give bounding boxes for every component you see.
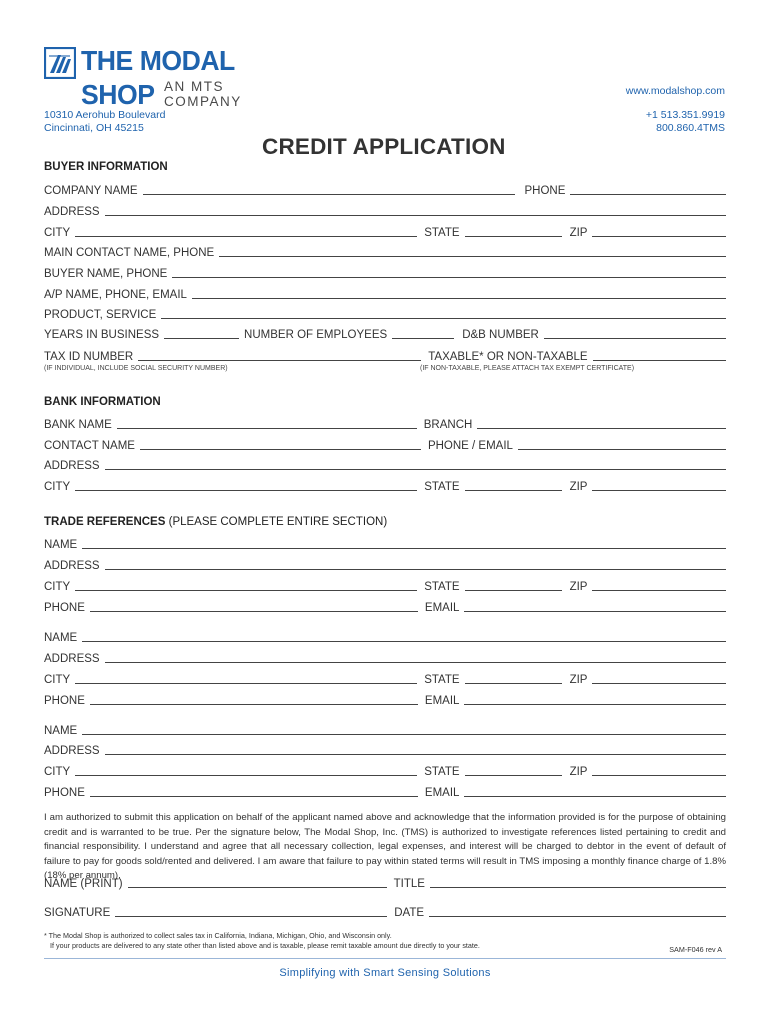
phone-number-1: +1 513.351.9919 <box>645 109 725 121</box>
ref3-phone-row <box>44 784 726 800</box>
taxable-note: (IF NON-TAXABLE, PLEASE ATTACH TAX EXEMPT CERTIFICATE) <box>420 365 635 372</box>
ap-name-row <box>44 286 726 302</box>
title-label: TITLE <box>393 878 425 890</box>
ref2-name-row <box>44 629 726 645</box>
modal-shop-logo-icon <box>44 47 76 79</box>
ap-name-label: A/P NAME, PHONE, EMAIL <box>44 289 187 301</box>
zip-label: ZIP <box>569 227 588 239</box>
bank-contact-field[interactable] <box>140 449 421 450</box>
bank-heading: BANK INFORMATION <box>44 396 161 408</box>
ref1-email-field[interactable] <box>464 611 726 612</box>
ref2-phone-field[interactable] <box>90 704 418 705</box>
trade-heading <box>44 516 387 528</box>
dnb-label: D&B NUMBER <box>462 329 539 341</box>
ref3-address-label: ADDRESS <box>44 745 100 757</box>
bank-city-label: CITY <box>44 481 71 493</box>
buyer-address-row <box>44 203 726 219</box>
ref1-address-row <box>44 557 726 573</box>
ref2-zip-field[interactable] <box>592 683 726 684</box>
bank-name-field[interactable] <box>117 428 417 429</box>
ref3-name-label: NAME <box>44 725 78 737</box>
brand-subtitle: AN MTS COMPANY <box>164 79 242 109</box>
company-name-label: COMPANY NAME <box>44 185 138 197</box>
address-line2: Cincinnati, OH 45215 <box>44 122 144 134</box>
ref3-email-field[interactable] <box>464 796 726 797</box>
bank-zip-label: ZIP <box>569 481 588 493</box>
ref3-phone-field[interactable] <box>90 796 418 797</box>
ref1-phone-row <box>44 599 726 615</box>
employees-label: NUMBER OF EMPLOYEES <box>244 329 388 341</box>
page-title: CREDIT APPLICATION <box>262 134 506 159</box>
buyer-heading: BUYER INFORMATION <box>44 161 168 173</box>
ref3-city-row <box>44 763 726 779</box>
bank-phone-email-label: PHONE / EMAIL <box>427 440 513 452</box>
tax-id-label: TAX ID NUMBER <box>44 351 134 363</box>
ref1-name-field[interactable] <box>82 548 726 549</box>
bank-contact-label: CONTACT NAME <box>44 440 135 452</box>
ref3-address-field[interactable] <box>105 754 726 755</box>
ref2-email-label: EMAIL <box>424 695 460 707</box>
website[interactable]: www.modalshop.com <box>625 85 725 97</box>
ref3-state-label: STATE <box>424 766 460 778</box>
product-label: PRODUCT, SERVICE <box>44 309 157 321</box>
bank-contact-row <box>44 437 726 453</box>
name-print-field[interactable] <box>128 887 387 888</box>
ref1-phone-field[interactable] <box>90 611 418 612</box>
footer-divider <box>44 958 726 959</box>
ref1-zip-label: ZIP <box>569 581 588 593</box>
bank-city-field[interactable] <box>75 490 417 491</box>
ref1-name-row <box>44 536 726 552</box>
bank-name-label: BANK NAME <box>44 419 112 431</box>
trade-heading-title: TRADE REFERENCES <box>44 516 166 528</box>
phone-number-2: 800.860.4TMS <box>656 122 725 134</box>
state-label: STATE <box>424 227 460 239</box>
main-contact-field[interactable] <box>219 256 726 257</box>
ref1-phone-label: PHONE <box>44 602 85 614</box>
ref3-state-field[interactable] <box>465 775 562 776</box>
ref2-zip-label: ZIP <box>569 674 588 686</box>
authorization-text: I am authorized to submit this application on behalf of the applicant named above and acknowledge that the information provided is for the purpose of obtaining credit and is warranted to be true. Per the signature below, The Modal Shop, Inc. (TMS) is authorized to investigate references listed pertaining to credit and financial responsibility. I understand and agree that all necessary collection, legal expenses, and interest will be charged to debtor in the event of default of failure to pay for goods sold/rented and delivered. I am aware that failure to pay within stated terms will result in TMS imposing a monthly finance charge of 1.8% (18% per annum). <box>44 812 726 881</box>
phone-field[interactable] <box>570 194 726 195</box>
product-row <box>44 306 726 322</box>
bank-state-label: STATE <box>424 481 460 493</box>
ref2-city-row <box>44 671 726 687</box>
tax-id-note: (IF INDIVIDUAL, INCLUDE SOCIAL SECURITY NUMBER) <box>44 365 228 372</box>
tagline: Simplifying with Smart Sensing Solutions <box>279 967 491 979</box>
bank-state-field[interactable] <box>465 490 562 491</box>
ref2-name-label: NAME <box>44 632 78 644</box>
buyer-name-row <box>44 265 726 281</box>
buyer-name-label: BUYER NAME, PHONE <box>44 268 168 280</box>
ref3-city-label: CITY <box>44 766 71 778</box>
branch-label: BRANCH <box>423 419 473 431</box>
main-contact-row <box>44 244 726 260</box>
main-contact-label: MAIN CONTACT NAME, PHONE <box>44 247 215 259</box>
footnote-2: If your products are delivered to any state other than listed above and is taxable, please remit taxable amount due directly to your state. <box>50 941 480 950</box>
address-line1: 10310 Aerohub Boulevard <box>44 109 166 121</box>
tax-id-field[interactable] <box>138 360 421 361</box>
ref1-zip-field[interactable] <box>592 590 726 591</box>
ap-name-field[interactable] <box>192 298 726 299</box>
ref3-zip-label: ZIP <box>569 766 588 778</box>
zip-field[interactable] <box>592 236 726 237</box>
address-label: ADDRESS <box>44 206 100 218</box>
ref3-name-field[interactable] <box>82 734 726 735</box>
years-field[interactable] <box>164 338 239 339</box>
ref2-state-label: STATE <box>424 674 460 686</box>
employees-field[interactable] <box>392 338 454 339</box>
name-print-label: NAME (PRINT) <box>44 878 123 890</box>
ref2-city-label: CITY <box>44 674 71 686</box>
bank-address-row <box>44 457 726 473</box>
name-title-row <box>44 875 726 891</box>
ref3-address-row <box>44 742 726 758</box>
buyer-name-field[interactable] <box>172 277 726 278</box>
signature-date-row <box>44 904 726 920</box>
company-name-field[interactable] <box>143 194 515 195</box>
ref1-name-label: NAME <box>44 539 78 551</box>
ref3-email-label: EMAIL <box>424 787 460 799</box>
ref1-city-label: CITY <box>44 581 71 593</box>
date-label: DATE <box>394 907 425 919</box>
ref2-address-row <box>44 650 726 666</box>
buyer-company-row <box>44 182 726 198</box>
taxable-label: TAXABLE* OR NON-TAXABLE <box>428 351 588 363</box>
ref3-name-row <box>44 722 726 738</box>
ref3-zip-field[interactable] <box>592 775 726 776</box>
ref2-address-field[interactable] <box>105 662 726 663</box>
ref2-address-label: ADDRESS <box>44 653 100 665</box>
dnb-field[interactable] <box>544 338 726 339</box>
ref1-city-field[interactable] <box>75 590 417 591</box>
ref1-state-field[interactable] <box>465 590 562 591</box>
city-field[interactable] <box>75 236 417 237</box>
years-label: YEARS IN BUSINESS <box>44 329 160 341</box>
signature-field[interactable] <box>115 916 387 917</box>
title-field[interactable] <box>430 887 726 888</box>
product-field[interactable] <box>161 318 726 319</box>
bank-phone-email-field[interactable] <box>518 449 726 450</box>
ref2-email-field[interactable] <box>464 704 726 705</box>
trade-heading-note: (PLEASE COMPLETE ENTIRE SECTION) <box>168 516 388 528</box>
brand-name: THE MODAL SHOP <box>81 45 235 110</box>
city-label: CITY <box>44 227 71 239</box>
signature-label: SIGNATURE <box>44 907 111 919</box>
ref2-state-field[interactable] <box>465 683 562 684</box>
ref3-phone-label: PHONE <box>44 787 85 799</box>
logo <box>44 44 284 110</box>
ref1-email-label: EMAIL <box>424 602 460 614</box>
ref2-phone-label: PHONE <box>44 695 85 707</box>
years-row <box>44 326 726 342</box>
bank-address-label: ADDRESS <box>44 460 100 472</box>
date-field[interactable] <box>429 916 726 917</box>
address-field[interactable] <box>105 215 726 216</box>
ref2-name-field[interactable] <box>82 641 726 642</box>
branch-field[interactable] <box>477 428 726 429</box>
bank-address-field[interactable] <box>105 469 726 470</box>
ref1-address-field[interactable] <box>105 569 726 570</box>
bank-zip-field[interactable] <box>592 490 726 491</box>
ref2-phone-row <box>44 692 726 708</box>
phone-label: PHONE <box>524 185 566 197</box>
taxable-field[interactable] <box>593 360 726 361</box>
bank-city-row <box>44 478 726 494</box>
buyer-city-row <box>44 224 726 240</box>
ref1-state-label: STATE <box>424 581 460 593</box>
bank-name-row <box>44 416 726 432</box>
state-field[interactable] <box>465 236 562 237</box>
form-id: SAM-F046 rev A <box>669 945 722 954</box>
ref3-city-field[interactable] <box>75 775 417 776</box>
tax-row <box>44 348 726 364</box>
ref1-city-row <box>44 578 726 594</box>
footnote-1: * The Modal Shop is authorized to collect sales tax in California, Indiana, Michigan, Ohio, and Wisconsin only. <box>44 931 392 940</box>
ref2-city-field[interactable] <box>75 683 417 684</box>
ref1-address-label: ADDRESS <box>44 560 100 572</box>
